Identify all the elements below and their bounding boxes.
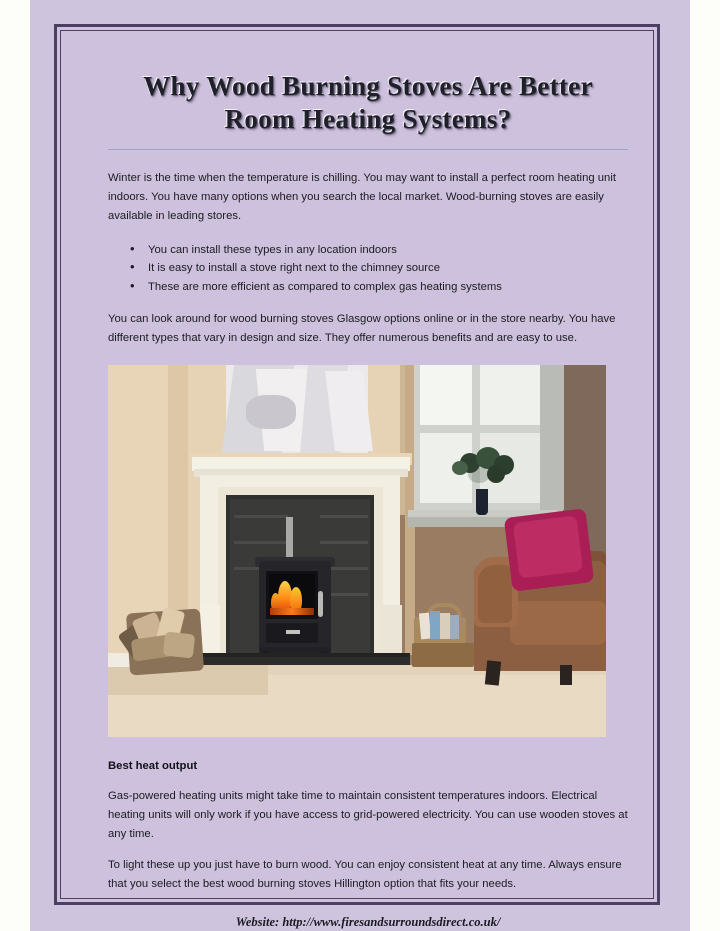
spacer [108, 844, 628, 856]
stove-door-handle [318, 591, 323, 617]
fireplace-photo [108, 365, 606, 737]
brick-line [320, 515, 368, 518]
armchair-seat [510, 601, 606, 645]
window-pane [420, 365, 472, 425]
list-item: • You can install these types in any location indoors [108, 241, 628, 260]
page-title: Why Wood Burning Stoves Are Better Room Heating Systems? [143, 71, 593, 134]
plant-vase [476, 489, 488, 515]
benefits-list [108, 241, 628, 297]
spacer [108, 737, 628, 757]
curtain [540, 365, 564, 510]
spacer [108, 296, 628, 310]
armchair-arm-shade [478, 565, 512, 623]
magazine [450, 615, 459, 639]
spacer [108, 349, 628, 365]
embers [270, 608, 314, 615]
wall-artwork-shape [246, 395, 296, 429]
magazine [430, 611, 440, 639]
window-pane [480, 365, 542, 425]
document-content [54, 24, 660, 929]
plant-foliage [452, 461, 468, 475]
spacer [108, 150, 628, 169]
armchair-leg [485, 660, 501, 685]
stove-air-control [286, 630, 300, 634]
footer-website: Website: http://www.firesandsurroundsdirect.co.uk/ [235, 914, 501, 929]
intro-paragraph: Winter is the time when the temperature is chilling. You may want to install a perfect room heating unit indoors. You have many options when you search the local market. Wood-burning stoves are easily available in leading stores. [108, 172, 616, 223]
section-heading: Best heat output [108, 759, 198, 772]
list-item: • It is easy to install a stove right next to the chimney source [108, 259, 628, 278]
spacer [108, 775, 628, 787]
brick-line [234, 541, 288, 544]
magazine [440, 613, 450, 639]
document-text-column [108, 70, 628, 930]
brick-line [234, 515, 288, 518]
armchair-leg [560, 665, 572, 685]
after-bullets-paragraph: You can look around for wood burning stoves Glasgow options online or in the store nearby. You have different types that vary in design and size. They offer numerous benefits and are easy to use. [108, 313, 616, 345]
spacer [108, 227, 628, 241]
section-paragraph-2: To light these up you just have to burn wood. You can enjoy consistent heat at any time. Always ensure that you select the best wood burning stoves Hillington option that fits your needs. [108, 859, 622, 891]
section-paragraph-1: Gas-powered heating units might take time to maintain consistent temperatures indoors. Electrical heating units will only work if you have access to grid-powered electricity. You can use wooden stoves at any time. [108, 789, 628, 840]
plant-foliage [487, 465, 505, 483]
magenta-cushion-highlight [513, 515, 583, 578]
spacer [108, 895, 628, 915]
wooden-crate [412, 643, 474, 667]
log [163, 631, 195, 658]
brick-line [320, 541, 368, 544]
list-item: • These are more efficient as compared to complex gas heating systems [108, 278, 628, 297]
